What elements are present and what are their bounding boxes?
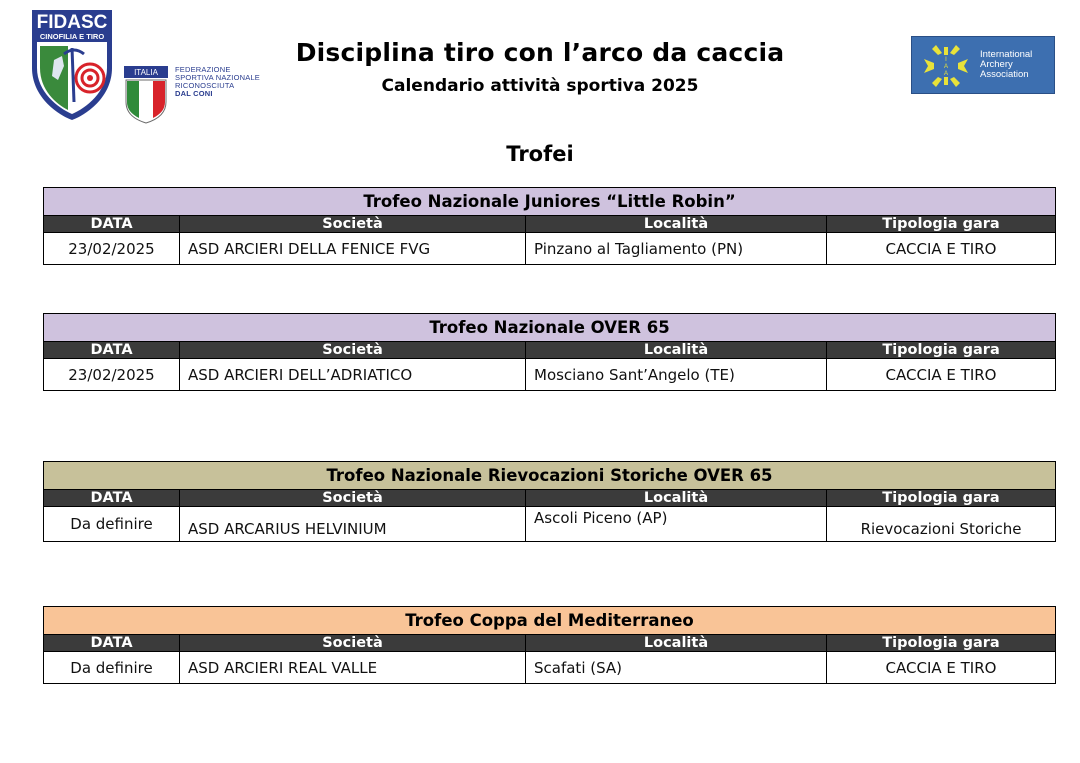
cell-society: ASD ARCIERI DELL’ADRIATICO [180,359,526,391]
column-header-location: Località [526,490,827,507]
column-header-date: DATA [44,490,180,507]
italy-shield-icon [122,66,170,124]
cell-type: CACCIA E TIRO [827,233,1056,265]
column-header-society: Società [180,490,526,507]
iaa-logo [911,36,1055,94]
trophy-title: Trofeo Nazionale Juniores “Little Robin” [44,188,1056,216]
iaa-line: Archery [980,59,1013,70]
cell-location: Scafati (SA) [526,652,827,684]
cell-date: Da definire [44,652,180,684]
svg-text:I: I [945,57,947,63]
cell-type: CACCIA E TIRO [827,359,1056,391]
cell-type: Rievocazioni Storiche [827,507,1056,542]
table-row [44,359,1056,391]
fidasc-logo [28,6,116,122]
trophy-table [43,313,1056,391]
page-title: Disciplina tiro con l’arco da caccia [295,38,785,67]
column-header-type: Tipologia gara [827,216,1056,233]
column-header-date: DATA [44,342,180,359]
cell-location: Ascoli Piceno (AP) [526,507,827,542]
cell-location: Mosciano Sant’Angelo (TE) [526,359,827,391]
column-header-type: Tipologia gara [827,635,1056,652]
iaa-logo-text [980,50,1032,80]
column-header-type: Tipologia gara [827,490,1056,507]
coni-federation-text [175,66,260,98]
trophy-title: Trofeo Coppa del Mediterraneo [44,607,1056,635]
page-subtitle: Calendario attività sportiva 2025 [381,76,699,96]
fidasc-logo-text: FIDASC [36,12,108,33]
iaa-line: Association [980,69,1029,80]
cell-date: 23/02/2025 [44,233,180,265]
coni-country-text: ITALIA [134,68,158,77]
fidasc-logo-subtext: CINOFILIA E TIRO [39,32,105,41]
svg-text:A: A [943,64,949,70]
iaa-line: International [980,49,1033,60]
trophy-table [43,606,1056,684]
column-header-society: Società [180,342,526,359]
table-row [44,507,1056,542]
cell-society: ASD ARCARIUS HELVINIUM [180,507,526,542]
coni-line: DAL CONI [175,89,213,98]
cell-date: Da definire [44,507,180,542]
iaa-emblem-icon [918,41,974,91]
cell-society: ASD ARCIERI REAL VALLE [180,652,526,684]
coni-logo [122,66,170,124]
cell-type: CACCIA E TIRO [827,652,1056,684]
fidasc-shield-icon [28,6,116,122]
table-row [44,233,1056,265]
cell-date: 23/02/2025 [44,359,180,391]
cell-location: Pinzano al Tagliamento (PN) [526,233,827,265]
column-header-society: Società [180,216,526,233]
column-header-location: Località [526,216,827,233]
cell-society: ASD ARCIERI DELLA FENICE FVG [180,233,526,265]
trophy-title: Trofeo Nazionale OVER 65 [44,314,1056,342]
trophy-title: Trofeo Nazionale Rievocazioni Storiche OVER 65 [44,462,1056,490]
table-row [44,652,1056,684]
trophy-table [43,461,1056,542]
column-header-date: DATA [44,216,180,233]
column-header-location: Località [526,342,827,359]
coni-line: FEDERAZIONE [175,65,231,74]
coni-line: RICONOSCIUTA [175,81,235,90]
column-header-type: Tipologia gara [827,342,1056,359]
section-title: Trofei [506,142,574,166]
column-header-society: Società [180,635,526,652]
column-header-location: Località [526,635,827,652]
coni-line: SPORTIVA NAZIONALE [175,73,261,82]
trophy-table [43,187,1056,265]
column-header-date: DATA [44,635,180,652]
svg-text:A: A [943,71,949,77]
